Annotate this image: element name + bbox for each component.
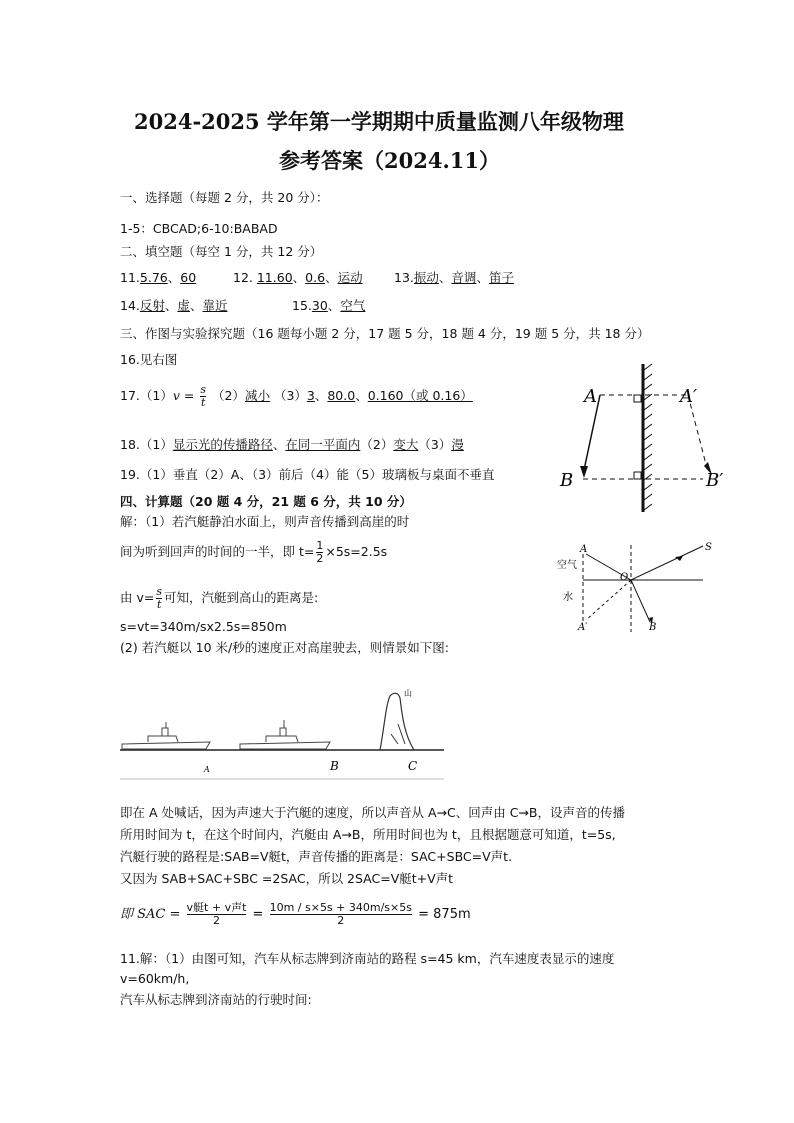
label-A-prime: A′ — [680, 386, 698, 407]
label-boat-A: A — [204, 765, 210, 774]
q14-answer: 14.反射、虚、靠近 — [120, 298, 228, 313]
mirror-hatching — [644, 364, 652, 510]
label-O: O — [620, 572, 629, 583]
object-arrow-icon — [580, 466, 588, 478]
q15-answer: 15.30、空气 — [292, 298, 366, 313]
label-water: 水 — [563, 592, 573, 603]
solution-line7: 所用时间为 t，在这个时间内，汽艇由 A→B，所用时间也为 t，且根据题意可知道，t=5s, — [120, 827, 616, 842]
solution-line6: 即在 A 处喊话，因为声速大于汽艇的速度，所以声音从 A→C、回声由 C→B，设声音的传播 — [120, 805, 625, 820]
mountain-shape — [380, 693, 414, 750]
solution-line4: s=vt=340m/sx2.5s=850m — [120, 619, 287, 634]
boat-a — [122, 722, 210, 749]
q11b-line3: 汽车从标志牌到济南站的行驶时间: — [120, 992, 312, 1007]
label-mountain-C: C — [408, 759, 418, 773]
label-B-prime: B′ — [706, 470, 724, 491]
section1-heading: 一、选择题（每题 2 分，共 20 分）： — [120, 190, 329, 205]
section3-heading: 三、作图与实验探究题（16 题每小题 2 分，17 题 5 分，18 题 4 分，19 题 5 分，共 18 分） — [120, 326, 650, 341]
label-mountain: 山 — [404, 689, 412, 698]
label-air: 空气 — [557, 560, 577, 571]
solution-line9: 又因为 SAB+SAC+SBC =2SAC，所以 2SAC=V艇t+V声t — [120, 871, 454, 886]
page-title-line2: 参考答案（2024.11） — [279, 148, 500, 173]
q17-answer: 17.（1）v = $\frac{s}{t}$ （2）减小 （3）3、80.0、0.160（或 0.16） — [120, 383, 473, 409]
refracted-ray — [631, 580, 650, 622]
q12-answer: 12. 11.60、0.6、运动 — [233, 270, 363, 285]
q16-answer: 16.见右图 — [120, 352, 178, 367]
q18-answer: 18.（1）显示光的传播路径、在同一平面内（2）变大（3）漫 — [120, 437, 464, 452]
solution-formula: 即 SAC = $\frac{\text{v艇t + v声t}}{2}$ = $\frac{10m / s\times 5s + 340m/s\times 5s}{2}$ = 875m — [120, 901, 471, 927]
right-angle-bottom — [634, 472, 641, 479]
solution-line3: 由 v= $\frac{s}{t}$ 可知，汽艇到高山的距离是: — [120, 585, 319, 611]
label-B: B — [560, 470, 574, 491]
solution-line2: 间为听到回声的时间的一半，即 t= $\frac{1}{2}$ ×5s=2.5s — [120, 539, 388, 565]
mountain-detail-2 — [391, 734, 398, 744]
incident-ray — [631, 546, 703, 580]
label-S: S — [705, 542, 712, 553]
section4-heading: 四、计算题（20 题 4 分，21 题 6 分，共 10 分） — [120, 494, 412, 509]
label-A-small: A — [580, 544, 588, 555]
label-A: A — [584, 386, 597, 407]
page-title-line1: 2024-2025 学年第一学期期中质量监测八年级物理 — [134, 109, 624, 134]
q19-answer: 19.（1）垂直（2）A、（3）前后（4）能（5）玻璃板与桌面不垂直 — [120, 467, 495, 482]
boat-mountain-figure — [118, 684, 448, 782]
label-B-small: B — [649, 622, 657, 633]
solution-line5: (2) 若汽艇以 10 米/秒的速度正对高崖驶去，则情景如下图: — [120, 640, 449, 655]
solution-line8: 汽艇行驶的路程是:SAB=V艇t，声音传播的距离是：SAC+SBC=V声t. — [120, 849, 513, 864]
right-angle-top — [634, 395, 641, 402]
q11b-line2: v=60km/h, — [120, 971, 190, 986]
mountain-detail — [398, 724, 405, 744]
boat-b — [240, 720, 330, 749]
q11b-line1: 11.解：（1）由图可知，汽车从标志牌到济南站的路程 s=45 km，汽车速度表显示的速度 — [120, 951, 615, 966]
section2-heading: 二、填空题（每空 1 分，共 12 分） — [120, 244, 323, 259]
label-boat-B: B — [330, 759, 339, 773]
refraction-figure — [553, 540, 723, 635]
mirror-figure — [548, 362, 748, 522]
q13-answer: 13.振动、音调、笛子 — [394, 270, 514, 285]
section1-answers: 1-5：CBCAD;6-10:BABAD — [120, 221, 278, 236]
q11-answer: 11.5.76、60 — [120, 270, 197, 285]
image-ray — [586, 580, 631, 620]
label-A-prime-small: A′ — [578, 622, 588, 633]
solution-line1: 解：（1）若汽艇静泊水面上，则声音传播到高崖的时 — [120, 514, 410, 529]
